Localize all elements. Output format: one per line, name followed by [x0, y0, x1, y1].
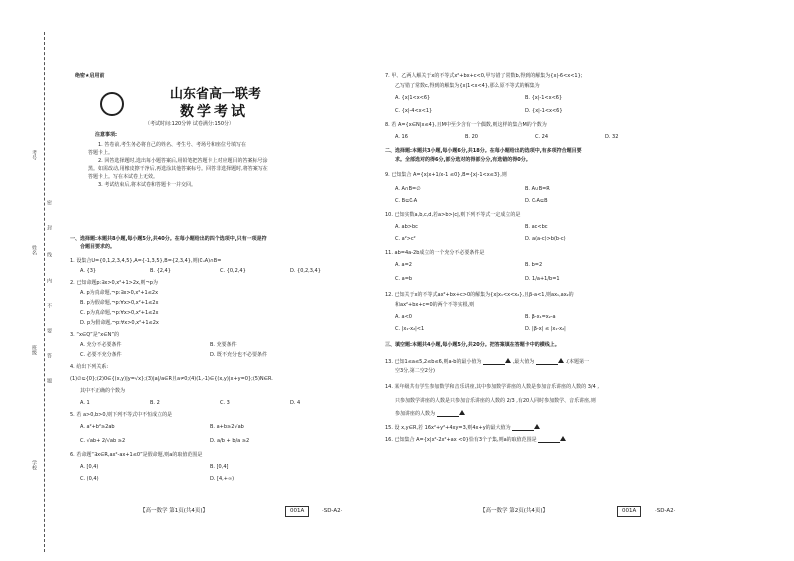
question-13-text: .(本题第一 [565, 359, 589, 365]
name-label: 姓名 [31, 245, 37, 255]
question-15-text: 15. 设 x,y∈R,若 16x²+y²+4xy=3,则4x+y的最大值为 [385, 425, 511, 431]
option: D. {0,2,3,4} [290, 268, 321, 274]
question-13 [385, 358, 589, 365]
triangle-icon [459, 410, 465, 415]
seal-char: 题 [46, 378, 52, 383]
secret-tag: 绝密★启用前 [75, 73, 105, 79]
option: B. A∪B=R [525, 186, 550, 192]
option: B. p为假命题,¬p:∀x>0,x²+1≤2x [80, 300, 159, 306]
option: C. B⊆∁ᵣA [395, 198, 418, 204]
question-11: 11. ab=4a-2b成立的一个充分不必要条件是 [385, 250, 485, 256]
seal-char: 密 [46, 200, 52, 205]
option: C. a²>c² [395, 236, 416, 242]
question-10: 10. 已知实数a,b,c,d,若a>b>|c|,则下列不等式一定成立的是 [385, 212, 521, 218]
option: D. a/b + b/a ≥2 [210, 438, 250, 444]
option: A. a²+b²≥2ab [80, 424, 115, 430]
note-line: 答题卡上。写在本试卷上无效。 [88, 174, 159, 180]
option: B. b=2 [525, 262, 543, 268]
exam-number-label: 考号 [31, 150, 37, 160]
section1-heading: 一、选择题:本题共8小题,每小题5分,共40分。在每小题给出的四个选项中,只有一项是符 [70, 236, 267, 242]
option: B. 充要条件 [210, 342, 237, 348]
option: B. ac<bc [525, 224, 548, 230]
triangle-icon [534, 424, 540, 429]
option: B. [0,4] [210, 464, 229, 470]
option: A. 16 [395, 134, 408, 140]
option: C. (0,4) [80, 476, 99, 482]
option: A. {x|1<x<6} [395, 95, 431, 101]
note-line: 2. 回答选择题时,选出每小题答案后,用铅笔把答题卡上对应题目的答案标号涂 [98, 158, 268, 164]
option: D. a(a-c)>b(b-c) [525, 236, 566, 242]
question-3: 3. “x∈Q”是“x∈N”的 [70, 332, 119, 338]
option: C. |x₁-x₂|<1 [395, 326, 425, 332]
answer-blank [512, 425, 534, 431]
option: A. A∩B=∅ [395, 186, 421, 192]
triangle-icon [505, 358, 511, 363]
note-line: 1. 答卷前,考生务必将自己的姓名、考生号、考场号和座位号填写在 [98, 142, 246, 148]
seal-char: 内 [46, 278, 52, 283]
question-14-end [395, 410, 465, 417]
question-8: 8. 若 A={x∈N|x≤4},且M中至少含有一个偶数,则这样的集合M的个数为 [385, 122, 547, 128]
seal-char: 答 [46, 353, 52, 358]
subject-title: 数学考试 [180, 104, 248, 120]
option: B. β-x₁=x₂-a [525, 314, 556, 320]
question-1: 1. 设集合U={0,1,2,3,4,5},A={-1,3,5},B={2,3,4},则(∁ᵤA)∩B= [70, 258, 222, 264]
question-4: 4. 给出下列关系: [70, 364, 109, 370]
option: D. [4,+∞) [210, 476, 235, 482]
option: C. {0,2,4} [220, 268, 246, 274]
option: C. 必要不充分条件 [80, 352, 122, 358]
note-line: 黑。如需改动,用橡皮擦干净后,再选涂其他答案标号。回答非选择题时,将答案写在 [88, 166, 268, 172]
question-16-text: 16. 已知集合 A={x|x²-2x²+ax <0}恰有3个子集,则a的取值范围是 [385, 437, 537, 443]
page-left [60, 0, 380, 561]
option: D. 1/a+1/b=1 [525, 276, 560, 282]
question-7: 7. 甲、乙两人解关于x的不等式x²+bx+c<0,甲写错了常数b,得到的解集为{x|-6<x<1}; [385, 73, 583, 79]
answer-blank [538, 437, 560, 443]
seal-char: 线 [46, 252, 52, 257]
seal-char: 不 [46, 303, 52, 308]
school-label: 学校 [31, 460, 37, 470]
footer-tag: ·SD-A2· [655, 508, 676, 514]
question-5: 5. 若 a>0,b>0,则下列不等式中不恒成立的是 [70, 412, 173, 418]
section2-heading: 二、选择题:本题共3小题,每小题6分,共18分。在每小题给出的选项中,有多项符合题目要 [385, 148, 582, 154]
option: C. {x|-4<x<1} [395, 108, 433, 114]
section1-heading-cont: 合题目要求的。 [80, 244, 116, 250]
question-12: 12. 已知关于x的不等式ax²+bx+c>0的解集为{x|x₁<x<x₂},且β-a<1,则ax₁,ax₂的 [385, 292, 574, 298]
option: C. 3 [220, 400, 230, 406]
option: D. 既不充分也不必要条件 [210, 352, 268, 358]
answer-blank [536, 359, 558, 365]
answer-blank [437, 411, 459, 417]
option: A. a=2 [395, 262, 412, 268]
question-4-ask: 其中不正确的个数为 [80, 388, 126, 394]
question-13-text: ,最大值为 [512, 359, 535, 365]
footer-tag: ·SD-A2· [322, 508, 343, 514]
question-6: 6. 若命题“∃x∈R,ax²-ax+1≤0”是假命题,则a的取值范围是 [70, 452, 203, 458]
seal-char: 要 [46, 328, 52, 333]
option: D. p为假命题,¬p:∀x>0,x²+1≤2x [80, 320, 159, 326]
question-13-text: 13. 已知1≤a≤5,2≤b≤6,则a-b的最小值为 [385, 359, 482, 365]
option: B. a+b≥2√ab [210, 424, 244, 430]
question-7-cont: 乙写错了常数c,得到的解集为{x|1<x<4},那么原不等式的解集为 [395, 83, 540, 89]
note-line: 答题卡上。 [88, 150, 114, 156]
question-14-cont: 只参加数学讲座的人数是只参加音乐讲座的人数的 2/3 ,有20人同时参加数学、音乐讲座,则 [395, 398, 596, 404]
option: D. 32 [605, 134, 619, 140]
option: A. ab>bc [395, 224, 418, 230]
answer-blank [483, 359, 505, 365]
question-9: 9. 已知集合 A={x|x+1/x-1 ≤0},B={x|-1<x≤3},则 [385, 172, 507, 178]
binding-margin [0, 0, 60, 561]
notes-heading: 注意事项: [95, 132, 117, 138]
question-2: 2. 已知命题p:∃x>0,x²+1>2x,则¬p为 [70, 280, 158, 286]
logo-icon [100, 92, 124, 116]
section3-heading: 三、填空题:本题共4小题,每小题5分,共20分。把答案填在答题卡中的横线上。 [385, 342, 560, 348]
option: D. 4 [290, 400, 301, 406]
question-14-text: 参加讲座的人数为 [395, 411, 436, 417]
question-14: 14. 某年级共有学生参加数学和音乐讲座,其中参加数学讲座的人数是参加音乐讲座的人数的 3/4 , [385, 384, 599, 390]
option: B. {x|-1<x<6} [525, 95, 563, 101]
option: B. 2 [150, 400, 160, 406]
option: C. a=b [395, 276, 413, 282]
option: D. |β-x| ≤ |x₁-x₂| [525, 326, 566, 332]
option: D. ∁ᵣA⊆B [525, 198, 548, 204]
option: A. 1 [80, 400, 90, 406]
footer-code: 001A [285, 506, 309, 517]
triangle-icon [560, 436, 566, 441]
option: D. {x|-1<x<6} [525, 108, 563, 114]
footer-code: 001A [617, 506, 641, 517]
triangle-icon [558, 358, 564, 363]
question-15 [385, 424, 540, 431]
question-4-body: (1)∅⊆{0};(2)0∈{(x,y)|y=√x};(3)|a|/a∈R且a≠0;(4)(1,-1)∈{(x,y)|x+y=0};(5)N∈R. [70, 376, 273, 382]
exam-info: （考试时间:120分钟 试卷满分:150分） [145, 121, 235, 127]
question-16 [385, 436, 566, 443]
seal-line [44, 32, 45, 552]
option: A. 充分不必要条件 [80, 342, 122, 348]
question-13-cont: 空3分,第二空2分) [395, 368, 435, 374]
class-label: 班级 [31, 345, 37, 355]
page-footer: 【高一数学 第2页(共4页)】 [480, 508, 549, 514]
option: B. {2,4} [150, 268, 171, 274]
option: C. √ab+ 2/√ab ≥2 [80, 438, 126, 444]
option: C. p为真命题,¬p:∀x>0,x²+1≤2x [80, 310, 159, 316]
note-line: 3. 考试结束后,将本试卷和答题卡一并交回。 [98, 182, 196, 188]
option: A. {3} [80, 268, 97, 274]
page-footer: 【高一数学 第1页(共4页)】 [140, 508, 209, 514]
question-12-cont: 和ax²+bx+c=0的两个不等实根,则 [395, 302, 475, 308]
exam-title: 山东省高一联考 [170, 87, 262, 102]
section2-heading-cont: 求。全部选对的得6分,部分选对的得部分分,有选错的得0分。 [395, 157, 531, 163]
option: B. 20 [465, 134, 478, 140]
option: C. 24 [535, 134, 549, 140]
page-right [385, 0, 785, 561]
option: A. [0,4) [80, 464, 99, 470]
option: A. a<0 [395, 314, 412, 320]
option: A. p为真命题,¬p:∃x>0,x²+1≤2x [80, 290, 159, 296]
seal-char: 封 [46, 225, 52, 230]
